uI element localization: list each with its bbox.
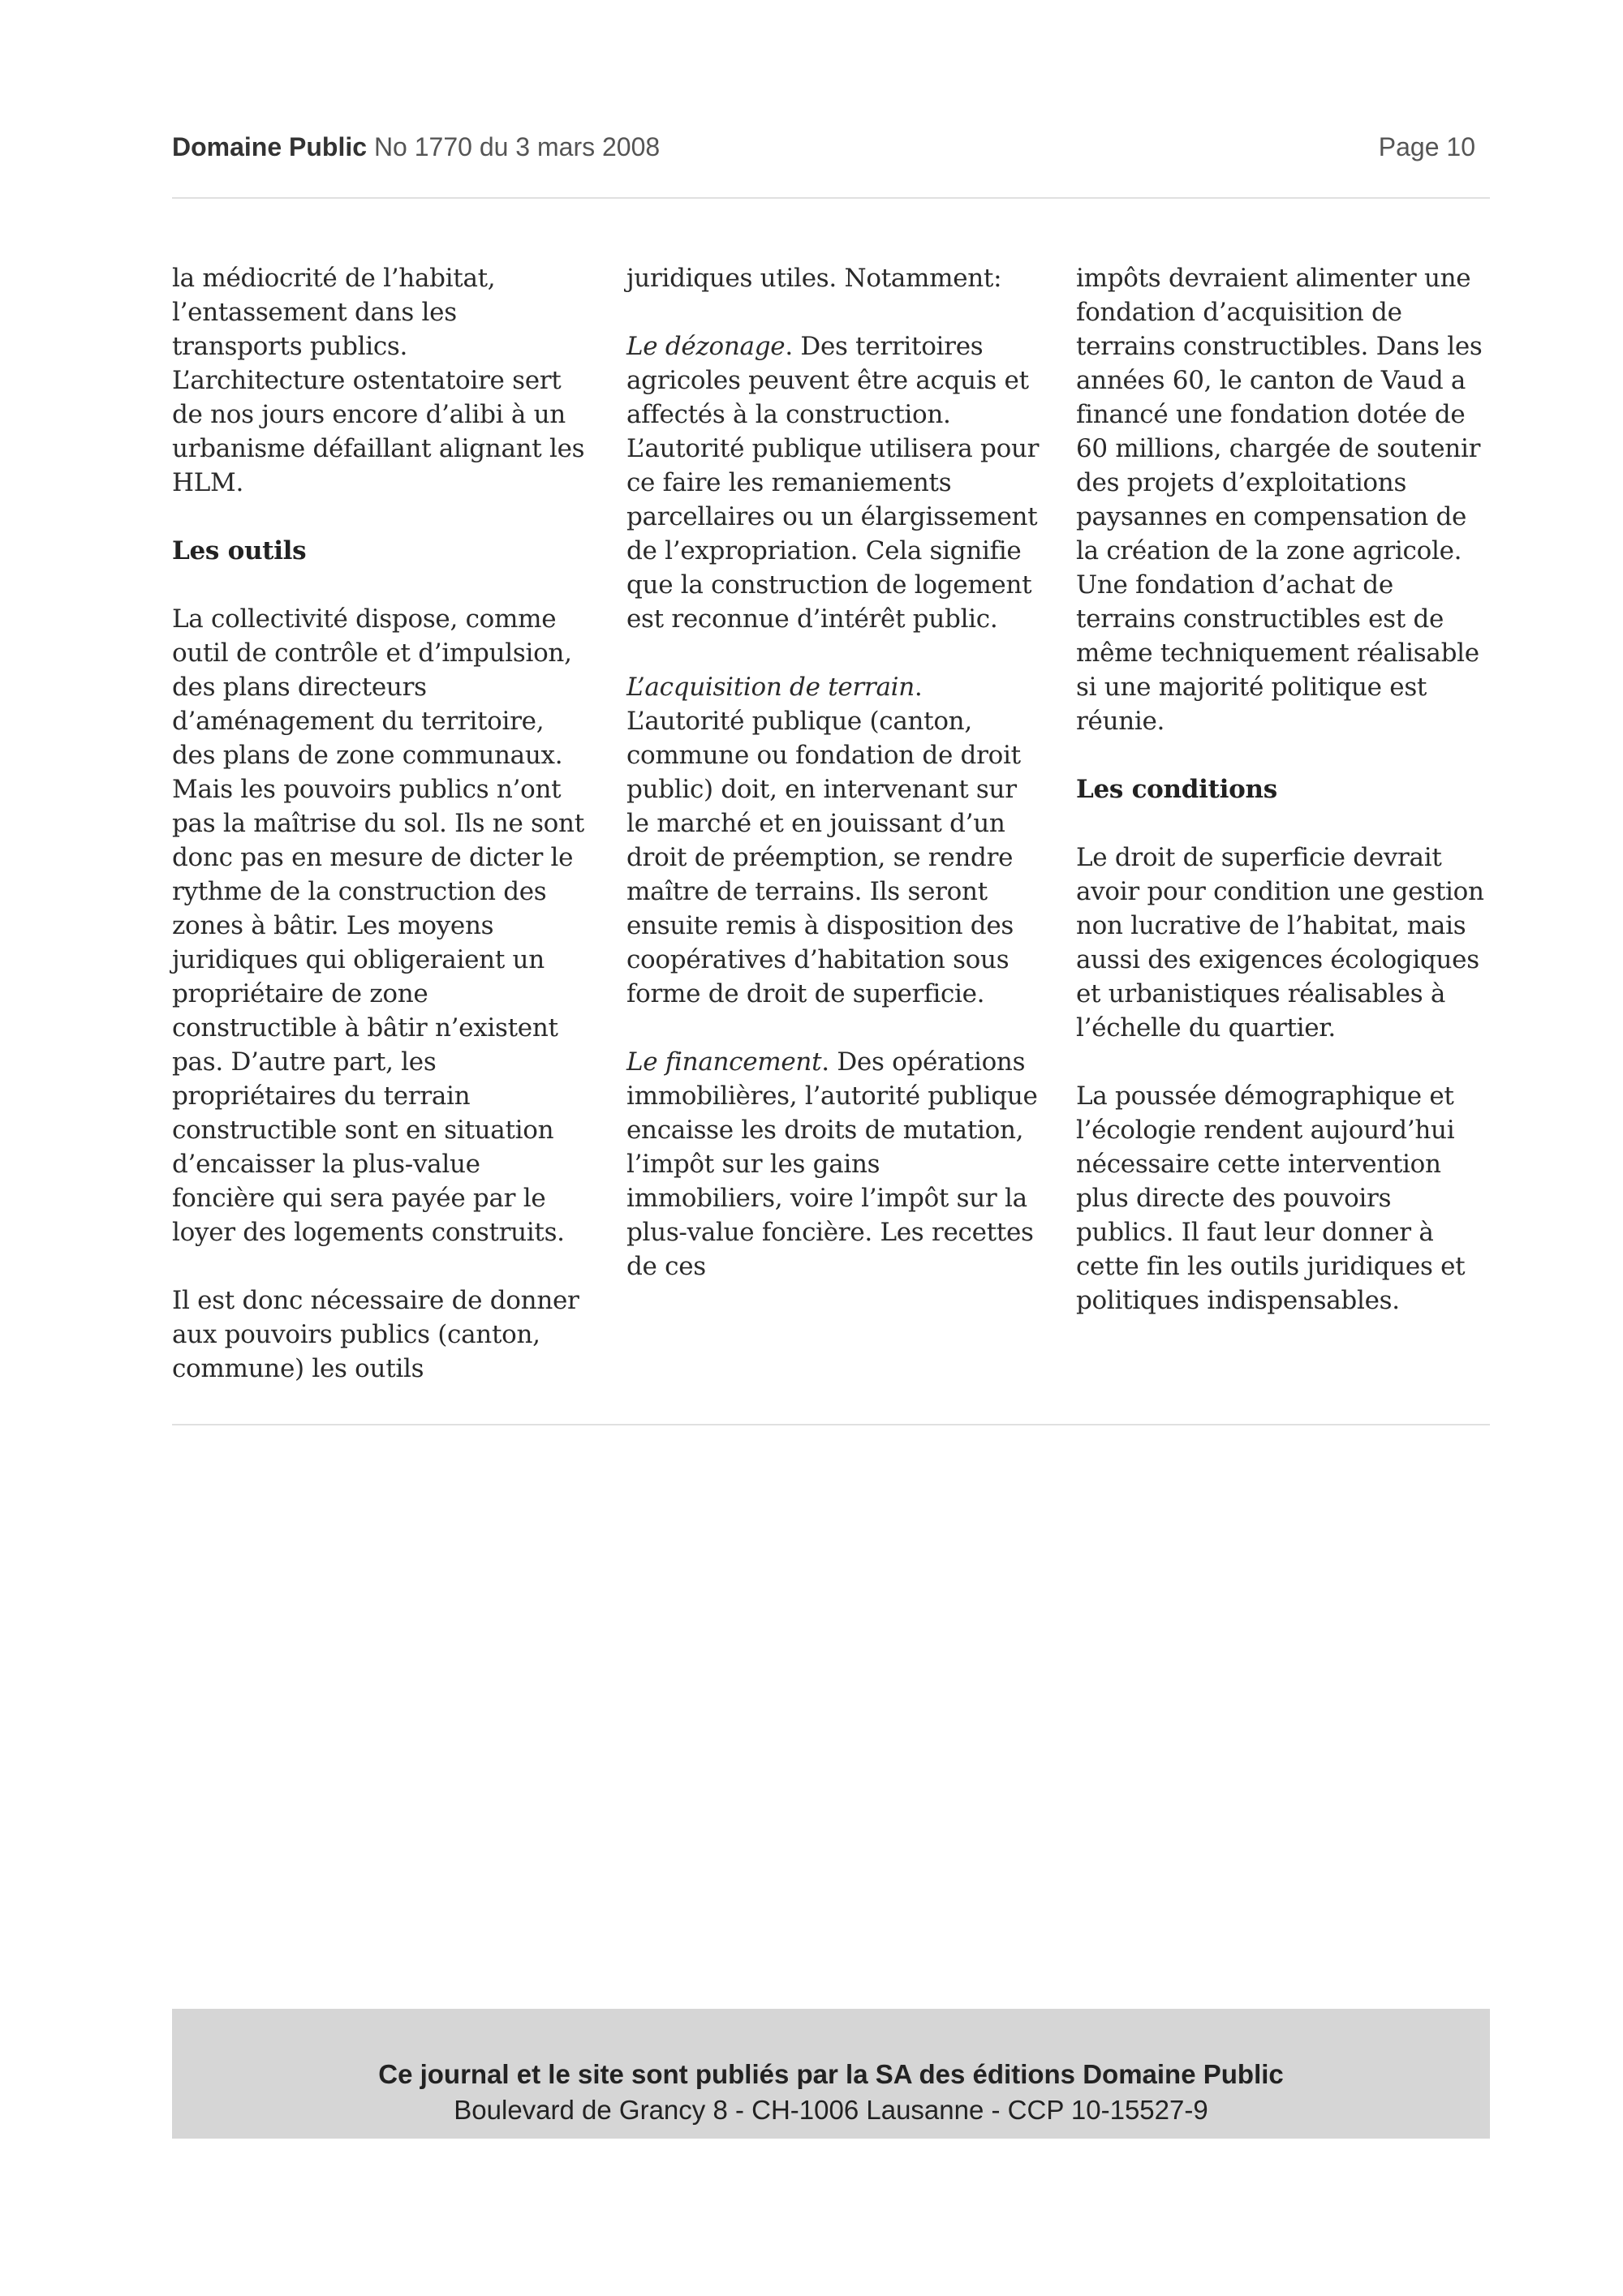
paragraph: juridiques utiles. Notamment: <box>626 264 1002 293</box>
issue-info: No 1770 du 3 mars 2008 <box>373 132 661 161</box>
column-1 <box>172 261 586 1386</box>
publication-name: Domaine Public <box>172 132 368 161</box>
paragraph-text: . Des opérations immobilières, l’autorité publique encaisse les droits de mutation, l’impôt sur les gains immobiliers, voire l’impôt sur la plus-value foncière. Les recettes de ces <box>626 1047 1038 1281</box>
paragraph-text: . L’autorité publique (canton, commune ou fondation de droit public) doit, en intervenant sur le marché et en jouissant d’un droit de préemption, se rendre maître de terrains. Ils seront ensuite remis à disposition des coopératives d’habitation sous forme de droit de superficie. <box>626 673 1021 1008</box>
paragraph: La collectivité dispose, comme outil de contrôle et d’impulsion, des plans directeurs d’aménagement du territoire, des plans de zone communaux. Mais les pouvoirs publics n’ont pas la maîtrise du sol. Ils ne sont donc pas en mesure de dicter le rythme de la construction des zones à bâtir. Les moyens juridiques qui obligeraient un propriétaire de zone constructible à bâtir n’existent pas. D’autre part, les propriétaires du terrain constructible sont en situation d’encaisser la plus-value foncière qui sera payée par le loyer des logements construits. <box>172 604 584 1247</box>
italic-lead: Le dézonage <box>626 332 786 361</box>
section-heading-conditions: Les conditions <box>1076 775 1277 804</box>
footer-address: Boulevard de Grancy 8 - CH-1006 Lausanne - CCP 10-15527-9 <box>454 2095 1208 2125</box>
paragraph: la médiocrité de l’habitat, l’entassement dans les transports publics. L’architecture ostentatoire sert de nos jours encore d’alibi à un urbanisme défaillant alignant les HLM. <box>172 264 585 497</box>
italic-lead: L’acquisition de terrain <box>626 673 915 702</box>
content-divider <box>172 1424 1490 1425</box>
paragraph: impôts devraient alimenter une fondation d’acquisition de terrains constructibles. Dans les années 60, le canton de Vaud a financé une fondation dotée de 60 millions, chargée de soutenir des projets d’exploitations paysannes en compensation de la création de la zone agricole. Une fondation d’achat de terrains constructibles est de même techniquement réalisable si une majorité politique est réunie. <box>1076 264 1483 736</box>
header-divider <box>172 197 1490 199</box>
italic-lead: Le financement <box>626 1047 822 1077</box>
paragraph: La poussée démographique et l’écologie rendent aujourd’hui nécessaire cette intervention plus directe des pouvoirs publics. Il faut leur donner à cette fin les outils juridiques et politiques indispensables. <box>1076 1081 1466 1315</box>
column-3 <box>1076 261 1490 1318</box>
paragraph <box>626 670 1040 1011</box>
paragraph <box>626 1045 1040 1283</box>
column-2 <box>626 261 1040 1283</box>
paragraph: Le droit de superficie devrait avoir pour condition une gestion non lucrative de l’habitat, mais aussi des exigences écologiques et urbanistiques réalisables à l’échelle du quartier. <box>1076 843 1484 1043</box>
footer-publisher: Ce journal et le site sont publiés par la SA des éditions Domaine Public <box>378 2059 1284 2089</box>
publisher-footer <box>172 2009 1490 2139</box>
paragraph: Il est donc nécessaire de donner aux pouvoirs publics (canton, commune) les outils <box>172 1286 579 1383</box>
paragraph-text: . Des territoires agricoles peuvent être acquis et affectés à la construction. L’autorité publique utilisera pour ce faire les remaniements parcellaires ou un élargissement de l’expropriation. Cela signifie que la construction de logement est reconnue d’intérêt public. <box>626 332 1040 634</box>
page-header <box>172 132 1490 173</box>
paragraph <box>626 329 1040 636</box>
section-heading-outils: Les outils <box>172 536 307 565</box>
article-columns <box>172 261 1490 1397</box>
page-number: Page 10 <box>1378 132 1475 161</box>
